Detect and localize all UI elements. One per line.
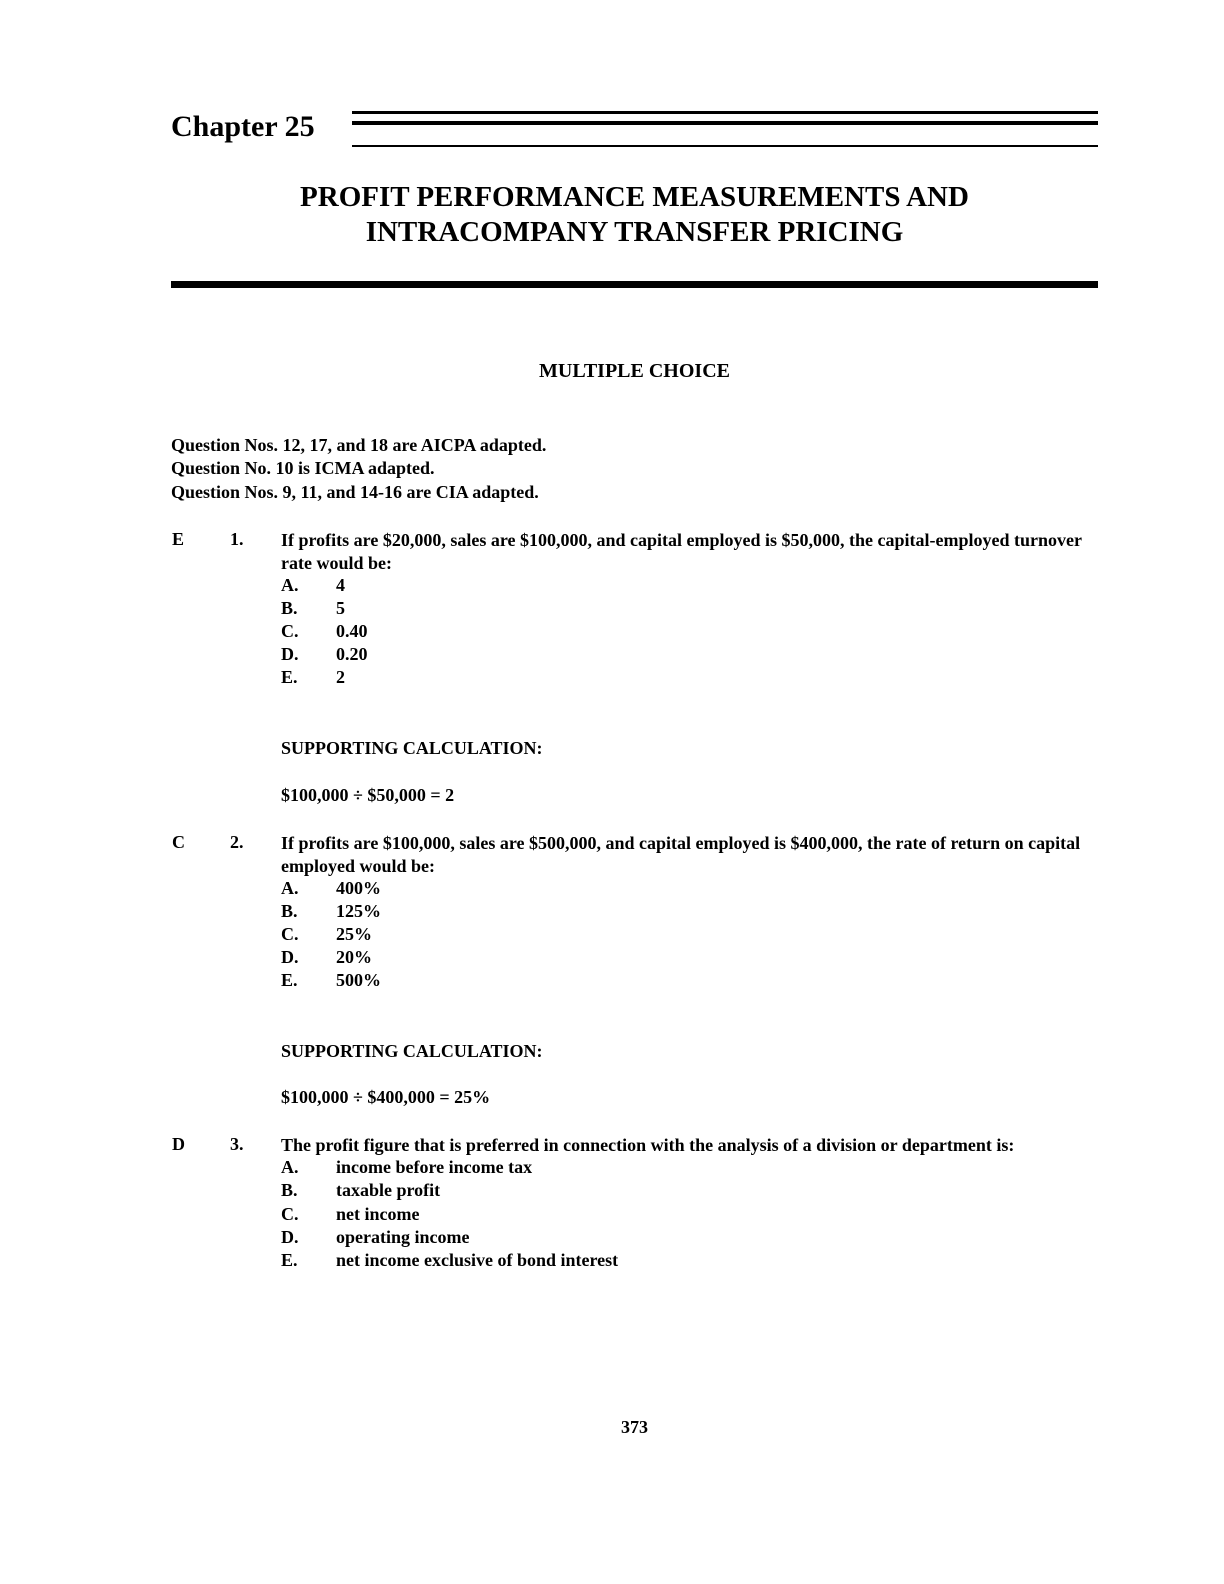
- calc-2: $100,000 ÷ $400,000 = 25%: [281, 1087, 491, 1107]
- calc-heading-2: SUPPORTING CALCULATION:: [281, 1041, 543, 1061]
- adaptation-note-2: Question No. 10 is ICMA adapted.: [171, 458, 435, 478]
- option-label: B.: [281, 901, 298, 921]
- option-2d: [281, 947, 372, 968]
- option-label: D.: [281, 1227, 299, 1247]
- option-label: A.: [281, 1157, 299, 1177]
- option-text: 500%: [336, 970, 381, 990]
- option-label: C.: [281, 924, 299, 944]
- option-label: A.: [281, 575, 299, 595]
- option-2e: [281, 970, 381, 991]
- calc-heading-1: SUPPORTING CALCULATION:: [281, 738, 543, 758]
- header-rule-bottom: [352, 145, 1098, 147]
- option-text: 4: [336, 575, 345, 595]
- option-label: D.: [281, 644, 299, 664]
- answer-key-3: D: [172, 1134, 185, 1154]
- header-rule-middle: [352, 121, 1098, 125]
- option-3a: [281, 1157, 532, 1178]
- question-text-3: The profit figure that is preferred in connection with the analysis of a division or department is:: [281, 1135, 1015, 1155]
- title-divider: [171, 281, 1098, 288]
- option-text: 25%: [336, 924, 372, 944]
- option-label: E.: [281, 1250, 298, 1270]
- option-text: 5: [336, 598, 345, 618]
- adaptation-note-3: Question Nos. 9, 11, and 14-16 are CIA adapted.: [171, 482, 539, 502]
- option-label: E.: [281, 970, 298, 990]
- option-text: 0.40: [336, 621, 368, 641]
- header-rule-top: [352, 111, 1098, 114]
- option-2a: [281, 878, 381, 899]
- option-text: 400%: [336, 878, 381, 898]
- option-3b: [281, 1180, 440, 1201]
- option-3d: [281, 1227, 469, 1248]
- page-number: 373: [621, 1417, 648, 1437]
- option-text: 0.20: [336, 644, 368, 664]
- chapter-title: [171, 180, 1098, 250]
- option-1a: [281, 575, 345, 596]
- option-label: B.: [281, 1180, 298, 1200]
- option-label: B.: [281, 598, 298, 618]
- option-2c: [281, 924, 372, 945]
- option-label: C.: [281, 621, 299, 641]
- option-text: operating income: [336, 1227, 470, 1247]
- option-3c: [281, 1204, 419, 1225]
- option-2b: [281, 901, 381, 922]
- option-text: 125%: [336, 901, 381, 921]
- option-text: income before income tax: [336, 1157, 533, 1177]
- option-text: 2: [336, 667, 345, 687]
- option-label: C.: [281, 1204, 299, 1224]
- option-text: net income exclusive of bond interest: [336, 1250, 619, 1270]
- option-1e: [281, 667, 345, 688]
- chapter-title-line-1: PROFIT PERFORMANCE MEASUREMENTS AND: [300, 181, 969, 213]
- option-label: D.: [281, 947, 299, 967]
- option-text: 20%: [336, 947, 372, 967]
- answer-key-1: E: [172, 529, 185, 549]
- question-number-3: 3.: [230, 1134, 244, 1154]
- adaptation-note-1: Question Nos. 12, 17, and 18 are AICPA adapted.: [171, 435, 547, 455]
- option-text: net income: [336, 1204, 420, 1224]
- section-title: MULTIPLE CHOICE: [539, 360, 730, 382]
- option-1c: [281, 621, 368, 642]
- option-label: A.: [281, 878, 299, 898]
- chapter-title-line-2: INTRACOMPANY TRANSFER PRICING: [365, 216, 904, 248]
- calc-1: $100,000 ÷ $50,000 = 2: [281, 785, 455, 805]
- option-3e: [281, 1250, 618, 1271]
- option-text: taxable profit: [336, 1180, 441, 1200]
- option-label: E.: [281, 667, 298, 687]
- question-number-1: 1.: [230, 529, 244, 549]
- question-number-2: 2.: [230, 832, 244, 852]
- question-text-1: If profits are $20,000, sales are $100,000, and capital employed is $50,000, the capital-employed turnover rate would be:: [281, 530, 1082, 573]
- chapter-label: Chapter 25: [171, 110, 315, 143]
- question-text-2: If profits are $100,000, sales are $500,000, and capital employed is $400,000, the rate of return on capital employed would be:: [281, 833, 1081, 876]
- answer-key-2: C: [172, 832, 185, 852]
- option-1d: [281, 644, 368, 665]
- option-1b: [281, 598, 345, 619]
